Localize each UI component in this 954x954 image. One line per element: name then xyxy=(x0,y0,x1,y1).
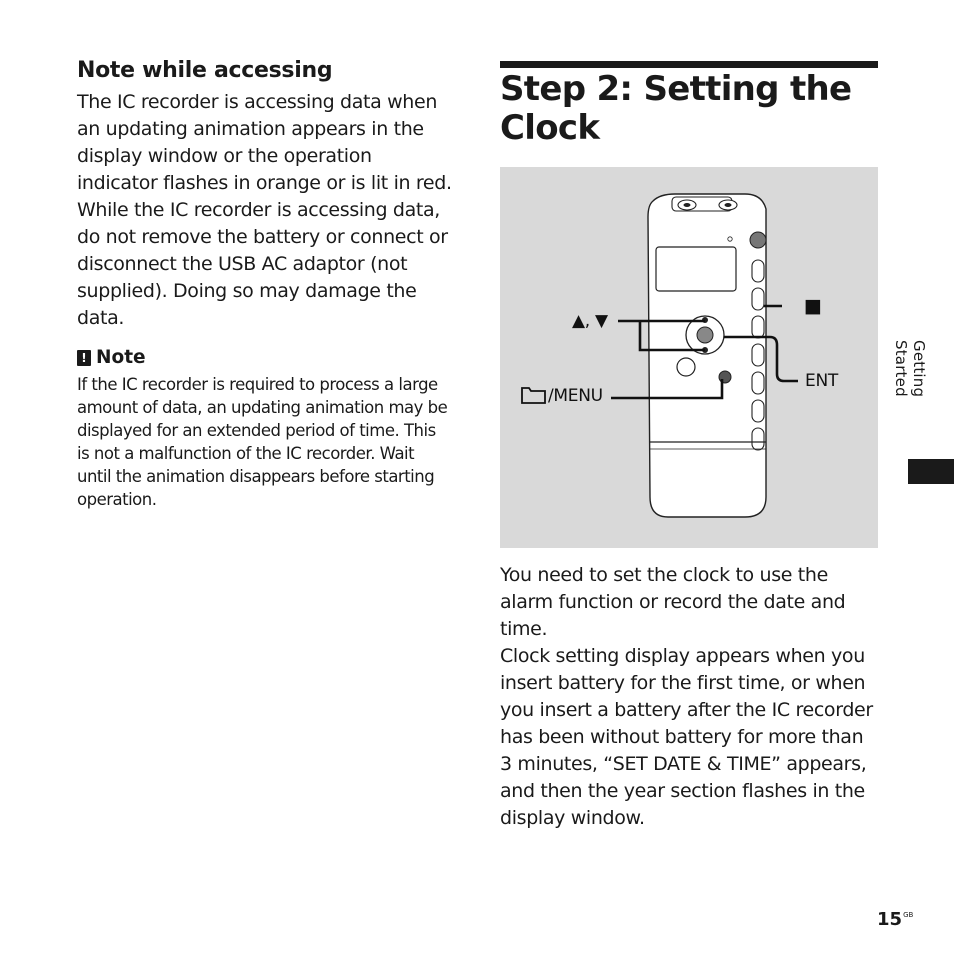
note-body: If the IC recorder is required to process a large amount of data, an updating animation may be displayed for an extended period of time. This is not a malfunction of the IC recorder. Wait until the animation disappears before starting operation. xyxy=(77,375,448,509)
page-title: Step 2: Setting the Clock xyxy=(500,69,852,148)
folder-icon xyxy=(522,388,545,403)
note-icon: ! xyxy=(77,350,91,366)
stop-callout: ■ xyxy=(804,295,822,317)
menu-callout: /MENU xyxy=(548,386,603,406)
paragraph: You need to set the clock to use the alarm function or record the date and time. xyxy=(500,564,846,640)
note-heading xyxy=(77,347,146,368)
section-body: The IC recorder is accessing data when an updating animation appears in the display window or the operation indicator flashes in orange or is lit in red. While the IC recorder is accessing data, do not remove the battery or connect or disconnect the USB AC adaptor (not supplied). Doing so may damage the data. xyxy=(77,91,452,329)
up-down-callout: ▲, ▼ xyxy=(572,311,608,331)
paragraph: Clock setting display appears when you insert battery for the first time, or when you insert a battery after the IC recorder has been without battery for more than 3 minutes, “SET DATE & TIME” appears, and then the year section flashes in the display window. xyxy=(500,645,873,829)
ic-recorder-drawing xyxy=(500,167,878,548)
section-tab-marker xyxy=(908,459,954,484)
page-number xyxy=(877,909,913,930)
title-rule xyxy=(500,61,878,68)
note-heading-label: Note xyxy=(96,347,146,368)
step-body xyxy=(500,562,878,832)
section-tab-label: Getting Started xyxy=(892,340,928,398)
ic-recorder-illustration xyxy=(500,167,878,548)
page-number-value: 15 xyxy=(877,909,903,930)
section-heading: Note while accessing xyxy=(77,58,333,83)
ent-callout: ENT xyxy=(805,371,838,391)
page-number-suffix: GB xyxy=(903,911,914,919)
